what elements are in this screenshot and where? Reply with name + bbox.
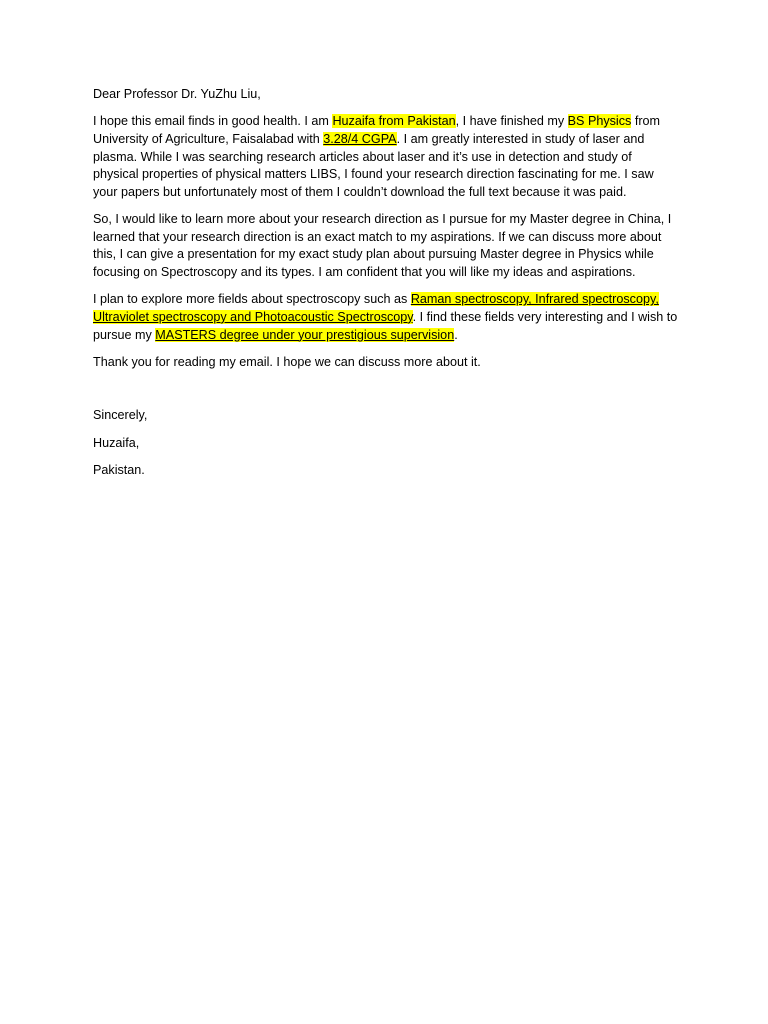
fields-text-1: I plan to explore more fields about spectroscopy such as [93,292,411,307]
highlight-masters-supervision: MASTERS degree under your prestigious supervision [155,327,455,342]
highlight-degree: BS Physics [567,114,632,129]
fields-text-3: . [454,327,458,342]
intro-text-1: I hope this email finds in good health. I am [93,114,333,129]
blank-line [93,381,679,407]
intro-text-3: from University of Agriculture, Faisalabad with [93,114,661,146]
highlight-cgpa: 3.28/4 CGPA [323,131,397,146]
paragraph-fields [93,291,679,344]
paragraph-thanks: Thank you for reading my email. I hope we can discuss more about it. [93,354,481,369]
highlight-spectroscopy-fields: Raman spectroscopy, Infrared spectroscopy, Ultraviolet spectroscopy and Photoacoustic Spectroscopy [93,292,659,324]
signature-place: Pakistan. [93,463,145,478]
highlight-name: Huzaifa from Pakistan [332,114,456,129]
signature-name: Huzaifa, [93,435,140,450]
intro-text-2: , I have finished my [455,114,568,129]
intro-text-4: . I am greatly interested in study of laser and plasma. While I was searching research articles about laser and it’s use in detection and study of physical properties of physical matters LIBS, I found your research direction fascinating for me. I saw your papers but unfortunately most of them I couldn’t download the full text because it was paid. [93,131,654,199]
paragraph-introduction [93,113,679,201]
salutation: Dear Professor Dr. YuZhu Liu, [93,87,261,101]
letter-body [93,86,679,489]
closing: Sincerely, [93,408,148,423]
fields-text-2: . I find these fields very interesting and I wish to pursue my [93,309,678,342]
paragraph-research-direction: So, I would like to learn more about your research direction as I pursue for my Master degree in China, I learned that your research direction is an exact match to my aspirations. If we can discuss more about this, I can give a presentation for my exact study plan about pursuing Master degree in Physics while focusing on Spectroscopy and its types. I am confident that you will like my ideas and aspirations. [93,212,672,279]
